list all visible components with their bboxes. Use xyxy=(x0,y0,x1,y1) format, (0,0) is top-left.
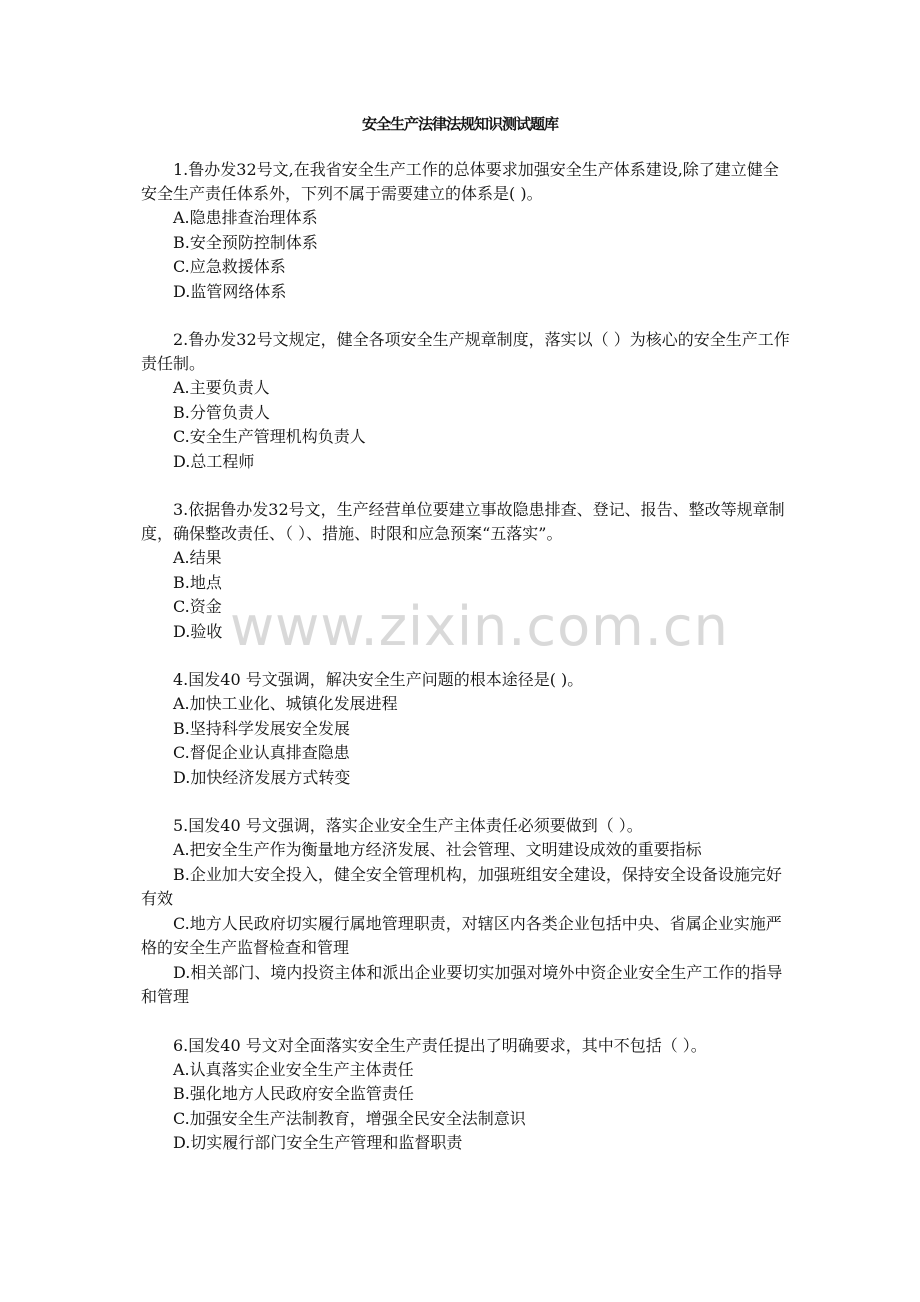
question-4 xyxy=(141,668,791,790)
watermark: www.zixin.com.cn xyxy=(230,595,729,658)
question-1 xyxy=(141,158,791,304)
option-a: A.把安全生产作为衡量地方经济发展、社会管理、文明建设成效的重要指标 xyxy=(173,840,702,859)
option-a: A.认真落实企业安全生产主体责任 xyxy=(173,1059,414,1079)
option-a: A.加快工业化、城镇化发展进程 xyxy=(173,694,398,713)
question-3 xyxy=(141,498,791,644)
question-5 xyxy=(141,814,791,1010)
option-b: B.地点 xyxy=(173,572,222,592)
question-stem: 4.国发40 号文强调，解决安全生产问题的根本途径是( )。 xyxy=(173,670,584,689)
option-d: D.验收 xyxy=(173,621,223,641)
question-stem: 6.国发40 号文对全面落实安全生产责任提出了明确要求，其中不包括（ ）。 xyxy=(173,1035,707,1055)
option-c: C.督促企业认真排查隐患 xyxy=(173,743,350,762)
option-c: C.应急救援体系 xyxy=(173,257,286,276)
option-b: B.企业加大安全投入，健全安全管理机构，加强班组安全建设，保持安全设备设施完好有效 xyxy=(141,864,782,908)
option-b: B.分管负责人 xyxy=(173,402,270,422)
option-c: C.加强安全生产法制教育，增强全民安全法制意识 xyxy=(173,1108,526,1128)
option-b: B.强化地方人民政府安全监管责任 xyxy=(173,1084,414,1103)
option-d: D.监管网络体系 xyxy=(173,281,287,301)
option-b: B.坚持科学发展安全发展 xyxy=(173,718,350,738)
option-d: D.总工程师 xyxy=(173,451,255,471)
option-c: C.安全生产管理机构负责人 xyxy=(173,427,366,446)
option-b: B.安全预防控制体系 xyxy=(173,232,318,252)
question-6 xyxy=(141,1034,791,1156)
document-title: 安全生产法律法规知识测试题库 xyxy=(361,115,558,133)
question-stem: 5.国发40 号文强调，落实企业安全生产主体责任必须要做到（ ）。 xyxy=(173,816,643,835)
question-list xyxy=(141,158,791,1180)
option-a: A.结果 xyxy=(173,548,222,567)
option-c: C.地方人民政府切实履行属地管理职责，对辖区内各类企业包括中央、省属企业实施严格的安全生产监督检查和管理 xyxy=(141,913,782,957)
question-stem: 2.鲁办发32号文规定，健全各项安全生产规章制度，落实以（ ）为核心的安全生产工作责任制。 xyxy=(141,330,790,373)
option-a: A.主要负责人 xyxy=(173,378,270,397)
option-d: D.加快经济发展方式转变 xyxy=(173,767,351,787)
option-a: A.隐患排查治理体系 xyxy=(173,208,318,227)
question-stem: 3.依据鲁办发32号文，生产经营单位要建立事故隐患排查、登记、报告、整改等规章制度，确保整改责任、（ ）、措施、时限和应急预案“五落实”。 xyxy=(141,500,785,543)
question-stem: 1.鲁办发32号文,在我省安全生产工作的总体要求加强安全生产体系建设,除了建立健全安全生产责任体系外，下列不属于需要建立的体系是( )。 xyxy=(141,160,779,203)
option-c: C.资金 xyxy=(173,597,222,616)
option-d: D.切实履行部门安全生产管理和监督职责 xyxy=(173,1133,463,1152)
question-2 xyxy=(141,328,791,474)
option-d: D.相关部门、境内投资主体和派出企业要切实加强对境外中资企业安全生产工作的指导和管理 xyxy=(141,962,783,1006)
